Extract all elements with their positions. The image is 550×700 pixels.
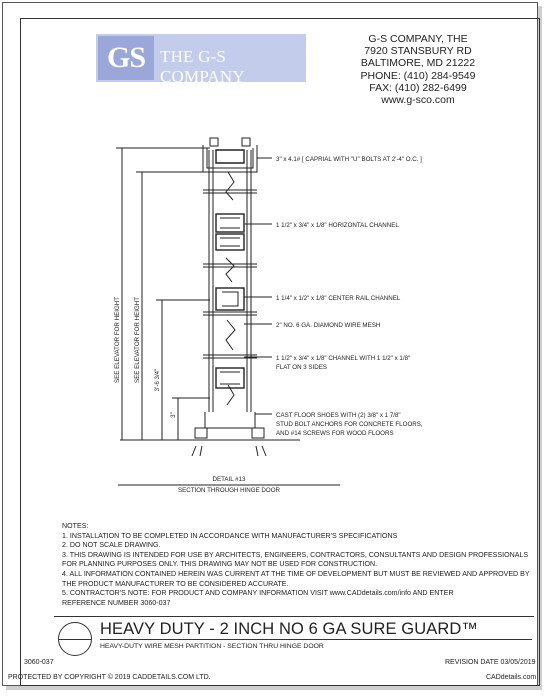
note-line: 2. DO NOT SCALE DRAWING. (62, 541, 161, 550)
horizontal-channel-2 (216, 234, 244, 250)
dimension-inner-label: SEE ELEVATOR FOR HEIGHT (134, 297, 141, 383)
cap-u-bolt (216, 150, 244, 163)
logo-mark: GS (98, 36, 154, 80)
notes-block (62, 522, 530, 608)
cap-channel-inner (207, 148, 253, 168)
dimension-low-label: 3" (170, 412, 177, 418)
drawing-number: 3060-037 (24, 659, 54, 666)
note-line: THE PRODUCT MANUFACTURER TO BE CONSIDERED ACCURATE. (62, 579, 289, 588)
detail-label: DETAIL #13 (212, 476, 246, 483)
company-website: www.g-sco.com (381, 94, 455, 107)
title-divider (54, 616, 534, 617)
floor-shoe (205, 412, 255, 428)
copyright-notice: PROTECTED BY COPYRIGHT © 2019 CADDETAILS.COM LTD. (8, 674, 211, 681)
dimension-outer-label: SEE ELEVATOR FOR HEIGHT (114, 297, 121, 383)
detail-caption: SECTION THROUGH HINGE DOOR (178, 487, 280, 494)
note-line: 3. THIS DRAWING IS INTENDED FOR USE BY ARCHITECTS, ENGINEERS, CONTRACTORS, CONSULTANTS AND DESIGN PROFESSIONALS (62, 550, 529, 559)
shoe-nut-right (252, 428, 264, 438)
revision-date: REVISION DATE 03/05/2019 (445, 659, 536, 666)
callout-floor-shoes: CAST FLOOR SHOES WITH (2) 3/8" x 1 7/8" (276, 412, 401, 419)
title-underline (100, 639, 532, 640)
logo-name: THE G-S COMPANY (160, 47, 245, 86)
callout-floor-shoes-3: AND #14 SCREWS FOR WOOD FLOORS (276, 430, 394, 437)
company-phone: PHONE: (410) 284-9549 (360, 69, 476, 82)
title-symbol (58, 622, 92, 656)
callout-channel-flat: 1 1/2" x 3/4" x 1/8" CHANNEL WITH 1 1/2" x 1/8" (276, 355, 411, 362)
company-fax: FAX: (410) 282-6499 (369, 81, 467, 94)
note-line: 4. ALL INFORMATION CONTAINED HEREIN WAS CURRENT AT THE TIME OF DEVELOPMENT BUT MUST BE REVIEWED AND APPROVED BY (62, 569, 530, 578)
note-line: FOR PLANNING PURPOSES ONLY. THIS DRAWING MAY NOT BE USED FOR CONSTRUCTION. (62, 560, 378, 569)
note-line: 1. INSTALLATION TO BE COMPLETED IN ACCORDANCE WITH MANUFACTURER'S SPECIFICATIONS (62, 531, 398, 540)
callout-horizontal-channel: 1 1/2" x 3/4" x 1/8" HORIZONTAL CHANNEL (276, 222, 399, 229)
notes-heading: NOTES: (62, 522, 89, 530)
callout-cap: 3" x 4.1# [ CAPRIAL WITH "U" BOLTS AT 2'-4" O.C. ] (276, 156, 422, 163)
shoe-nut-left (195, 428, 207, 438)
company-city: BALTIMORE, MD 21222 (360, 57, 476, 70)
mesh-zigzag-1 (226, 172, 234, 200)
bottom-channel (216, 368, 244, 388)
company-street: 7920 STANSBURY RD (364, 45, 472, 58)
note-line: REFERENCE NUMBER 3060-037 (62, 598, 171, 607)
drawing-subtitle: HEAVY-DUTY WIRE MESH PARTITION - SECTION THRU HINGE DOOR (100, 643, 324, 650)
dimension-mid-label: 3'-6 3/4" (154, 368, 161, 392)
center-rail-channel (216, 288, 244, 310)
caddetails-link[interactable]: CADdetails.com (486, 674, 537, 681)
note-line: 5. CONTRACTOR'S NOTE: FOR PRODUCT AND COMPANY INFORMATION VISIT www.CADdetails.com/info AND ENTER (62, 589, 454, 598)
cap-nut-right (242, 138, 250, 146)
callout-floor-shoes-2: STUD BOLT ANCHORS FOR CONCRETE FLOORS, (276, 421, 423, 428)
company-name: G-S COMPANY, THE (368, 33, 468, 45)
drawing-title: HEAVY DUTY - 2 INCH NO 6 GA SURE GUARD™ (100, 620, 478, 638)
horizontal-channel-1 (216, 214, 244, 232)
callout-channel-flat-2: FLAT ON 3 SIDES (276, 364, 328, 371)
mesh-zigzag-3 (226, 320, 235, 350)
cap-nut-left (210, 138, 218, 146)
mesh-zigzag-2 (226, 258, 234, 282)
callout-wire-mesh: 2" NO. 6 GA. DIAMOND WIRE MESH (276, 322, 381, 329)
callout-center-rail: 1 1/4" x 1/2" x 1/8" CENTER RAIL CHANNEL (276, 295, 401, 302)
